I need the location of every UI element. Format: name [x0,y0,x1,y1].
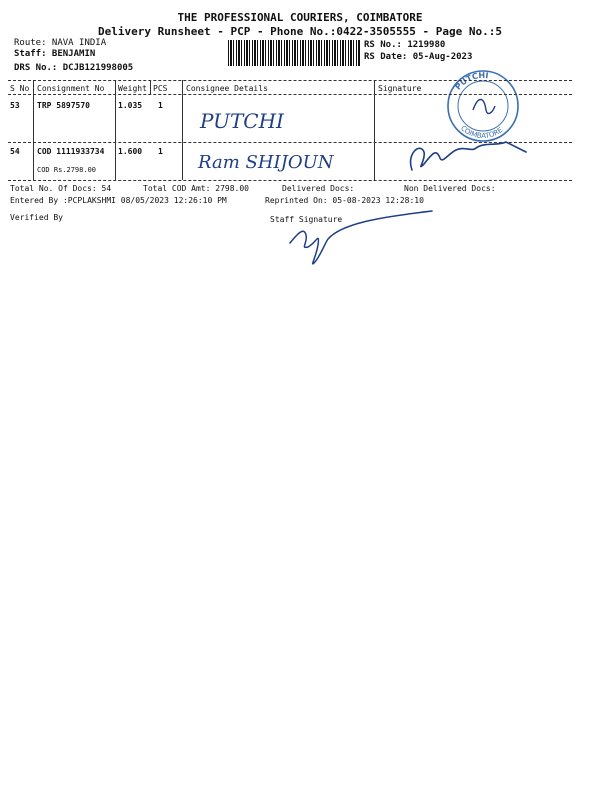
verified-by-label: Verified By [10,213,63,222]
row-53-weight: 1.035 [118,101,143,110]
row-53-sno: 53 [10,101,20,110]
rs-date: RS Date: 05-Aug-2023 [364,52,473,62]
barcode-image [228,40,360,66]
col-header-weight: Weight [118,84,147,93]
row-54-consignee: Ram SHIJOUN [198,152,334,173]
row-54-cod-note: COD Rs.2798.00 [37,166,97,174]
col-header-pcs: PCS [153,84,168,93]
col-sep-3 [150,80,151,94]
runsheet-title: Delivery Runsheet - PCP - Phone No.:0422-3505555 - Page No.:5 [98,25,502,38]
table-header-rule [8,94,572,95]
col-sep-4 [182,80,183,180]
stamp-bottom-text: COIMBATORE [459,124,505,141]
total-cod-amount: Total COD Amt: 2798.00 [143,184,249,193]
row-54-consignment: COD 1111933734 [37,147,105,156]
col-sep-5 [374,80,375,180]
non-delivered-docs: Non Delivered Docs: [404,184,496,193]
row-54-signature [402,134,532,178]
col-sep-1 [33,80,34,180]
row-53-consignee: PUTCHI [200,109,284,133]
reprinted-on: Reprinted On: 05-08-2023 12:28:10 [265,196,424,205]
col-header-consignment: Consignment No [37,84,105,93]
col-header-consignee: Consignee Details [186,84,268,93]
row-54-weight: 1.600 [118,147,143,156]
route-label: Route: NAVA INDIA [14,38,107,48]
entered-by: Entered By :PCPLAKSHMI 08/05/2023 12:26:10 PM [10,196,227,205]
total-docs: Total No. Of Docs: 54 [10,184,112,193]
table-bottom-rule [8,180,572,181]
row-54-sno: 54 [10,147,20,156]
row-53-pcs: 1 [158,101,163,110]
row-54-consignee-handwriting [194,142,344,178]
col-header-sno: S No [10,84,30,93]
staff-signature [282,205,442,271]
delivered-docs: Delivered Docs: [282,184,355,193]
col-header-signature: Signature [378,84,422,93]
table-top-rule [8,80,572,81]
company-title: THE PROFESSIONAL COURIERS, COIMBATORE [177,11,423,24]
office-stamp [440,66,526,144]
rs-number: RS No.: 1219980 [364,40,446,50]
row-53-consignment: TRP 5897570 [37,101,90,110]
staff-label: Staff: BENJAMIN [14,49,96,59]
row-54-pcs: 1 [158,147,163,156]
col-sep-2 [115,80,116,180]
stamp-top-text: PUTCHI [453,70,489,92]
row-53-consignee-handwriting [196,100,296,136]
staff-signature-label: Staff Signature [270,215,343,224]
drs-number: DRS No.: DCJB121998005 [14,63,134,73]
